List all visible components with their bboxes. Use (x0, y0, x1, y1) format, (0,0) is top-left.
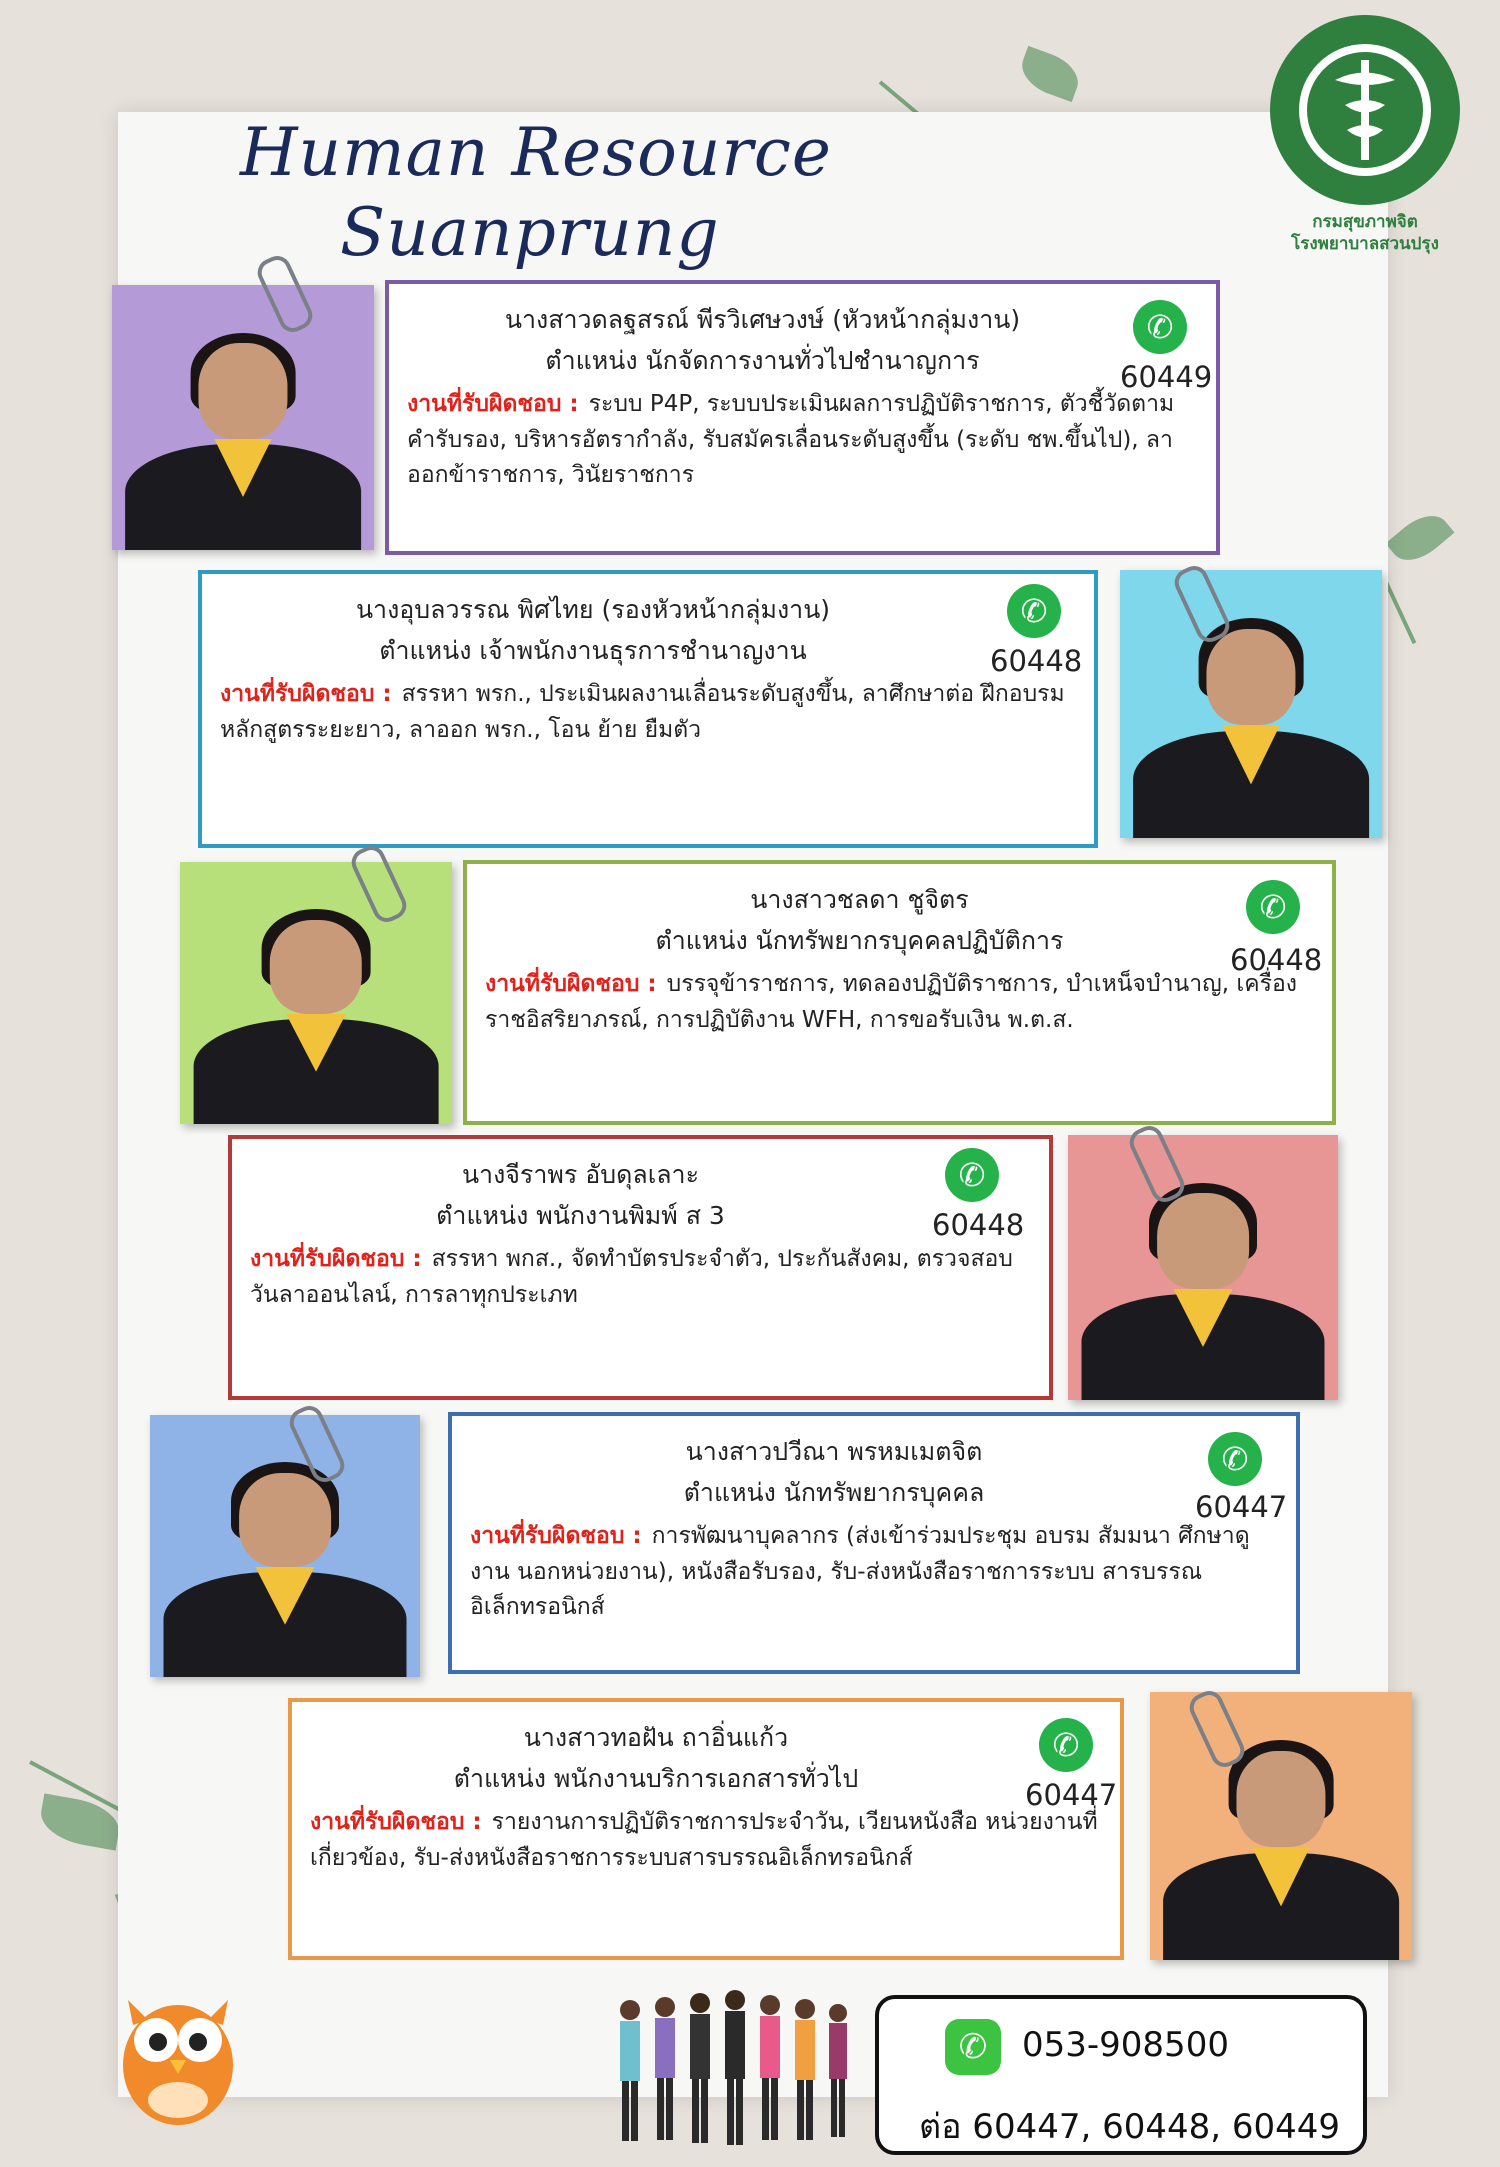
staff-name: นางสาวชลดา ชูจิตร (750, 885, 969, 914)
phone-icon[interactable]: ✆ (1133, 300, 1187, 354)
staff-photo (1150, 1692, 1412, 1960)
leaf (1385, 505, 1454, 571)
staff-duties (470, 1519, 1278, 1626)
staff-card (463, 860, 1336, 1125)
duty-label: งานที่รับผิดชอบ : (310, 1809, 482, 1835)
phone-icon[interactable]: ✆ (1039, 1718, 1093, 1772)
extension-number: 60447 (1025, 1778, 1118, 1812)
staff-name: นางจีราพร อับดุลเลาะ (461, 1160, 700, 1189)
staff-position: ตำแหน่ง เจ้าพนักงานธุรการชำนาญงาน (379, 635, 807, 665)
staff-duties (220, 677, 1076, 748)
duty-label: งานที่รับผิดชอบ : (220, 681, 392, 707)
staff-name: นางสาวทอฝัน ถาอิ่นแก้ว (523, 1723, 789, 1752)
extension-number: 60447 (1195, 1490, 1288, 1524)
staff-name: นางสาวปวีณา พรหมเมตจิต (685, 1437, 983, 1466)
contact-extensions: ต่อ 60447, 60448, 60449 (919, 2107, 1341, 2147)
extension-number: 60448 (990, 644, 1083, 678)
ministry-logo (1265, 10, 1465, 210)
leaf (1015, 46, 1084, 102)
phone-icon[interactable]: ✆ (945, 2019, 1001, 2075)
staff-position: ตำแหน่ง นักจัดการงานทั่วไปชำนาญการ (545, 345, 980, 375)
duty-text: ระบบ P4P, ระบบประเมินผลการปฏิบัติราชการ, ตัวชี้วัดตามคำรับรอง, บริหารอัตรากำลัง, รับสมัครเลื่อนระดับสูงขึ้น (ระดับ ชพ.ขึ้นไป), ลาออกข้าราชการ, วินัยราชการ (407, 391, 1175, 489)
staff-card (385, 280, 1220, 555)
duty-text: สรรหา พกส., จัดทำบัตรประจำตัว, ประกันสังคม, ตรวจสอบวันลาออนไลน์, การลาทุกประเภท (250, 1246, 1013, 1308)
phone-icon[interactable]: ✆ (1246, 880, 1300, 934)
extension-number: 60449 (1120, 360, 1213, 394)
staff-card (288, 1698, 1124, 1960)
staff-photo (150, 1415, 420, 1677)
duty-label: งานที่รับผิดชอบ : (250, 1246, 422, 1272)
staff-card (228, 1135, 1053, 1400)
duty-label: งานที่รับผิดชอบ : (407, 391, 579, 417)
logo-caption-2: โรงพยาบาลสวนปรุง (1291, 234, 1439, 254)
staff-card (448, 1412, 1300, 1674)
staff-position: ตำแหน่ง พนักงานพิมพ์ ส 3 (436, 1200, 725, 1230)
contact-phone-number[interactable]: 053-908500 (1022, 2025, 1229, 2065)
duty-text: บรรจุข้าราชการ, ทดลองปฏิบัติราชการ, บำเหน็จบำนาญ, เครื่องราชอิสริยาภรณ์, การปฏิบัติงาน WFH, การขอรับเงิน พ.ต.ส. (485, 971, 1298, 1033)
duty-text: สรรหา พรก., ประเมินผลงานเลื่อนระดับสูงขึ้น, ลาศึกษาต่อ ฝึกอบรมหลักสูตรระยะยาว, ลาออก พรก., โอน ย้าย ยืมตัว (220, 681, 1065, 743)
phone-icon[interactable]: ✆ (1007, 584, 1061, 638)
phone-icon[interactable]: ✆ (1208, 1432, 1262, 1486)
staff-name: นางอุบลวรรณ พิศไทย (รองหัวหน้ากลุ่มงาน) (355, 595, 831, 624)
logo-caption-1: กรมสุขภาพจิต (1312, 212, 1418, 232)
staff-photo (1068, 1135, 1338, 1400)
team-illustration (610, 1985, 850, 2160)
page-title-line2: Suanprung (340, 194, 720, 271)
contact-box (875, 1995, 1367, 2155)
extension-number: 60448 (932, 1208, 1025, 1242)
staff-duties (485, 967, 1314, 1038)
owl-mascot (108, 1970, 248, 2130)
staff-photo (112, 285, 374, 550)
duty-label: งานที่รับผิดชอบ : (470, 1523, 642, 1549)
extension-number: 60448 (1230, 943, 1323, 977)
staff-duties (310, 1805, 1102, 1876)
staff-position: ตำแหน่ง พนักงานบริการเอกสารทั่วไป (453, 1763, 859, 1793)
duty-label: งานที่รับผิดชอบ : (485, 971, 657, 997)
staff-duties (250, 1242, 1031, 1313)
staff-photo (180, 862, 452, 1124)
staff-position: ตำแหน่ง นักทรัพยากรบุคคล (683, 1477, 985, 1507)
staff-card (198, 570, 1098, 848)
page-title-line1: Human Resource (240, 114, 832, 191)
duty-text: รายงานการปฏิบัติราชการประจำวัน, เวียนหนังสือ หน่วยงานที่เกี่ยวข้อง, รับ-ส่งหนังสือราชการระบบสารบรรณอิเล็กทรอนิกส์ (310, 1809, 1098, 1871)
staff-name: นางสาวดลฐสรณ์ พีรวิเศษวงษ์ (หัวหน้ากลุ่มงาน) (504, 305, 1021, 334)
staff-position: ตำแหน่ง นักทรัพยากรบุคคลปฏิบัติการ (655, 925, 1064, 955)
duty-text: การพัฒนาบุคลากร (ส่งเข้าร่วมประชุม อบรม สัมมนา ศึกษาดูงาน นอกหน่วยงาน), หนังสือรับรอง, รับ-ส่งหนังสือราชการระบบ สารบรรณอิเล็กทรอนิกส์ (470, 1523, 1250, 1621)
staff-photo (1120, 570, 1382, 838)
phone-icon[interactable]: ✆ (945, 1148, 999, 1202)
staff-duties (407, 387, 1198, 494)
